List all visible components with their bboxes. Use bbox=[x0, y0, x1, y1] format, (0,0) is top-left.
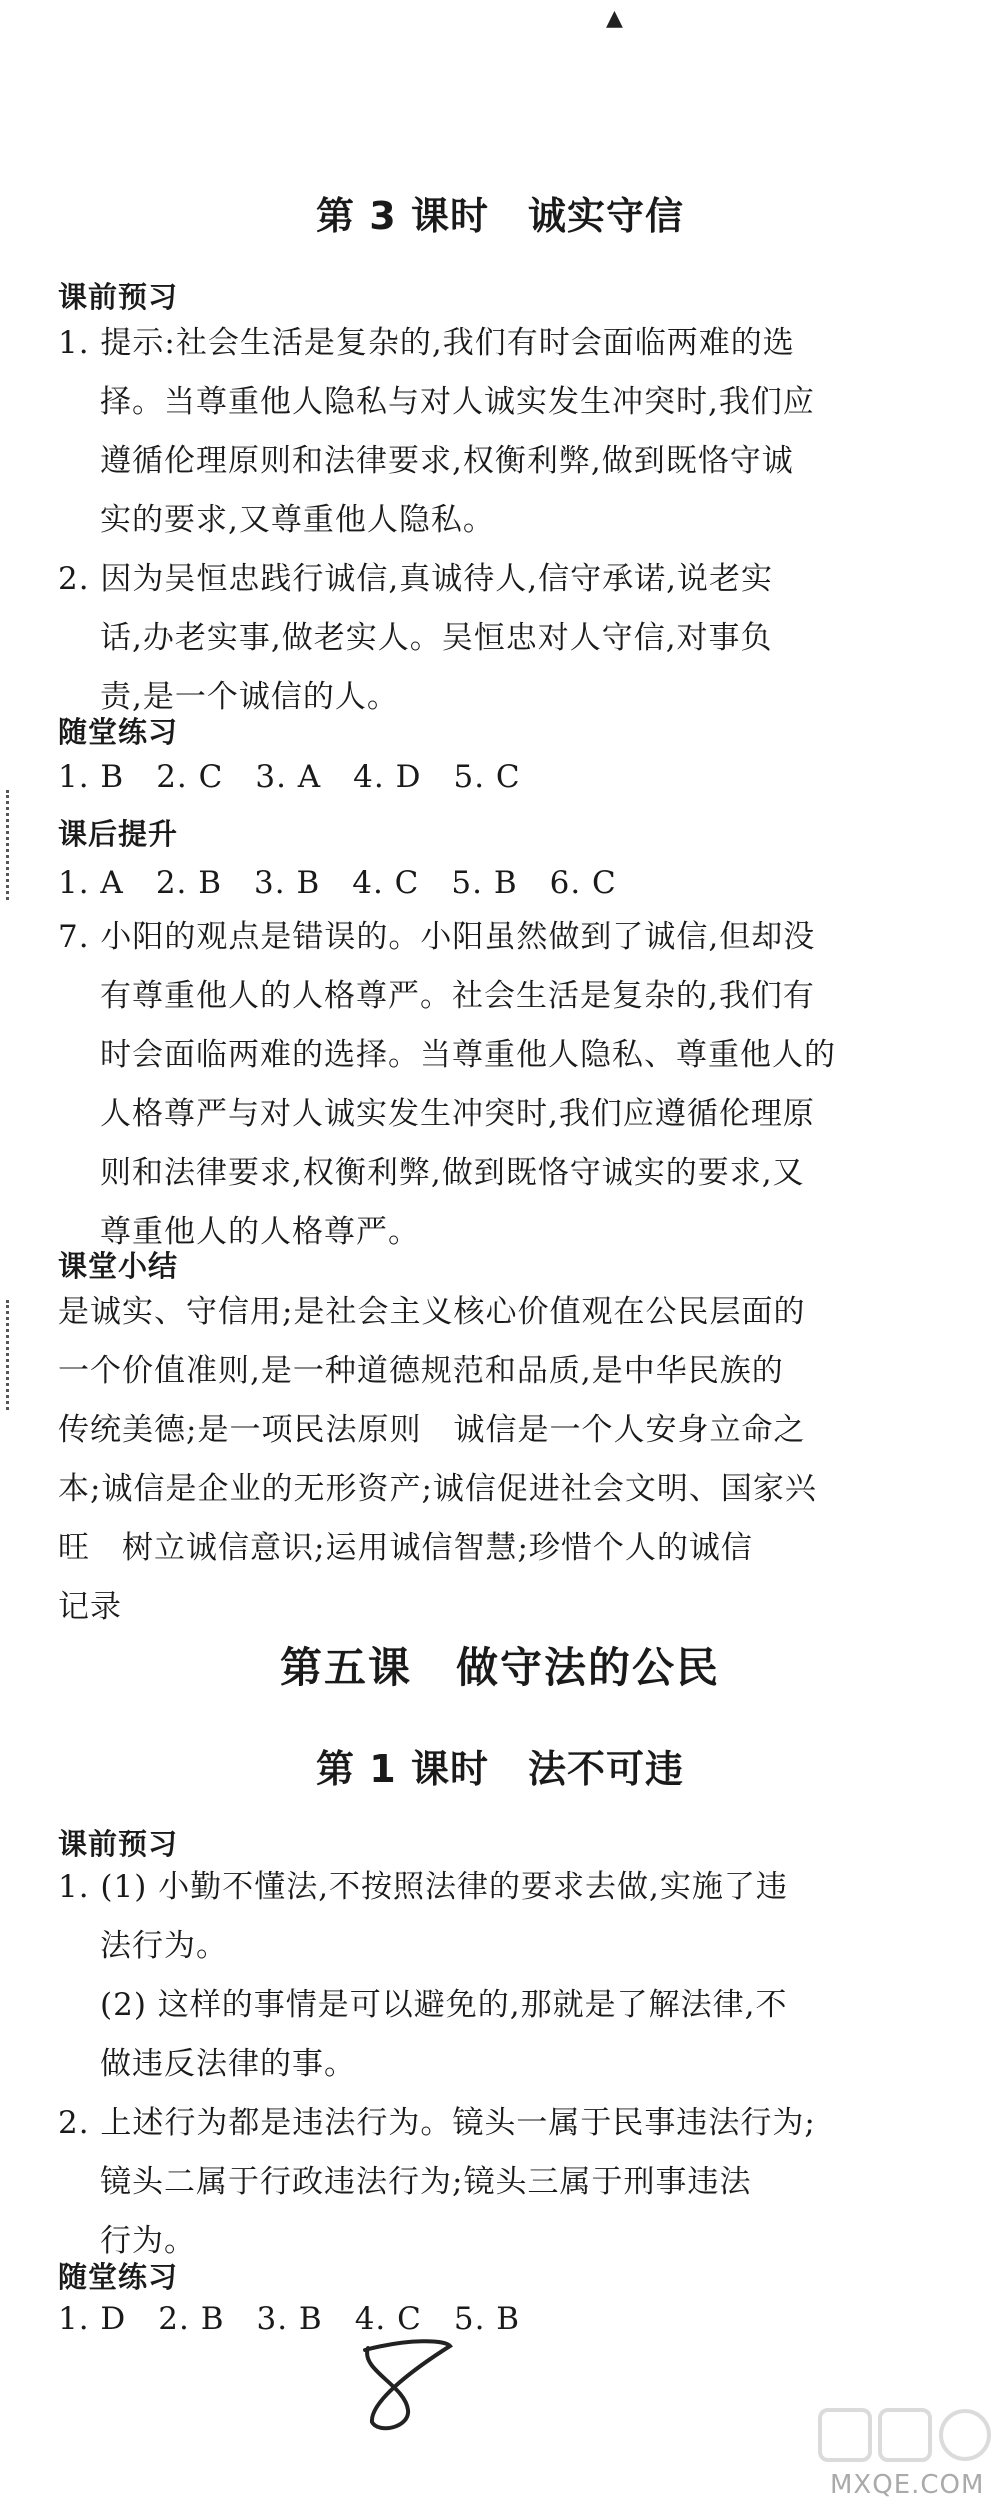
handwritten-page-number bbox=[350, 2330, 470, 2440]
answer-2: 2. 上述行为都是违法行为。镜头一属于民事违法行为; 镜头二属于行政违法行为;镜头三属于刑事违法 行为。 bbox=[58, 2105, 816, 2259]
after-class-answers: 1. A 2. B 3. B 4. C 5. B 6. C bbox=[58, 865, 617, 901]
section-heading-summary: 课堂小结 bbox=[58, 1249, 179, 1283]
answer-1: 1. 提示:社会生活是复杂的,我们有时会面临两难的选 择。当尊重他人隐私与对人诚实发生冲突时,我们应 遵循伦理原则和法律要求,权衡利弊,做到既恪守诚 实的要求,又尊重他人隐私。 bbox=[58, 325, 815, 538]
period-title: 第 1 课时 法不可违 bbox=[316, 1747, 684, 1791]
section-heading-practice: 随堂练习 bbox=[58, 2260, 179, 2294]
lesson-title: 第五课 做守法的公民 bbox=[279, 1643, 720, 1692]
binding-dotted-line bbox=[6, 790, 9, 900]
binding-dotted-line bbox=[6, 1300, 9, 1410]
section-heading-after-class: 课后提升 bbox=[58, 817, 179, 851]
section-heading-practice: 随堂练习 bbox=[58, 715, 179, 749]
answer-1: 1. (1) 小勤不懂法,不按照法律的要求去做,实施了违 法行为。 (2) 这样的事情是可以避免的,那就是了解法律,不 做违反法律的事。 bbox=[58, 1869, 788, 2082]
top-triangle-mark: ▲ bbox=[606, 6, 623, 31]
section-heading-preview: 课前预习 bbox=[58, 1827, 179, 1861]
watermark-url: MXQE.COM bbox=[830, 2470, 985, 2500]
practice-answers: 1. D 2. B 3. B 4. C 5. B bbox=[58, 2301, 521, 2337]
answer-2: 2. 因为吴恒忠践行诚信,真诚待人,信守承诺,说老实 话,办老实事,做老实人。吴恒忠对人守信,对事负 责,是一个诚信的人。 bbox=[58, 561, 773, 715]
answer-7: 7. 小阳的观点是错误的。小阳虽然做到了诚信,但却没 有尊重他人的人格尊严。社会生活是复杂的,我们有 时会面临两难的选择。当尊重他人隐私、尊重他人的 人格尊严与对人诚实发生冲突时,我们应遵循伦理原 则和法律要求,权衡利弊,做到既恪守诚实的要求,又 尊重他人的人格尊严。 bbox=[58, 919, 836, 1250]
section-heading-preview: 课前预习 bbox=[58, 280, 179, 314]
practice-answers: 1. B 2. C 3. A 4. D 5. C bbox=[58, 759, 521, 795]
class-summary: 是诚实、守信用;是社会主义核心价值观在公民层面的 一个价值准则,是一种道德规范和品质,是中华民族的 传统美德;是一项民法原则 诚信是一个人安身立命之 本;诚信是企业的无形资产;诚信促进社会文明、国家兴 旺 树立诚信意识;运用诚信智慧;珍惜个人的诚信 记录 bbox=[58, 1294, 817, 1625]
period-title: 第 3 课时 诚实守信 bbox=[316, 194, 684, 238]
